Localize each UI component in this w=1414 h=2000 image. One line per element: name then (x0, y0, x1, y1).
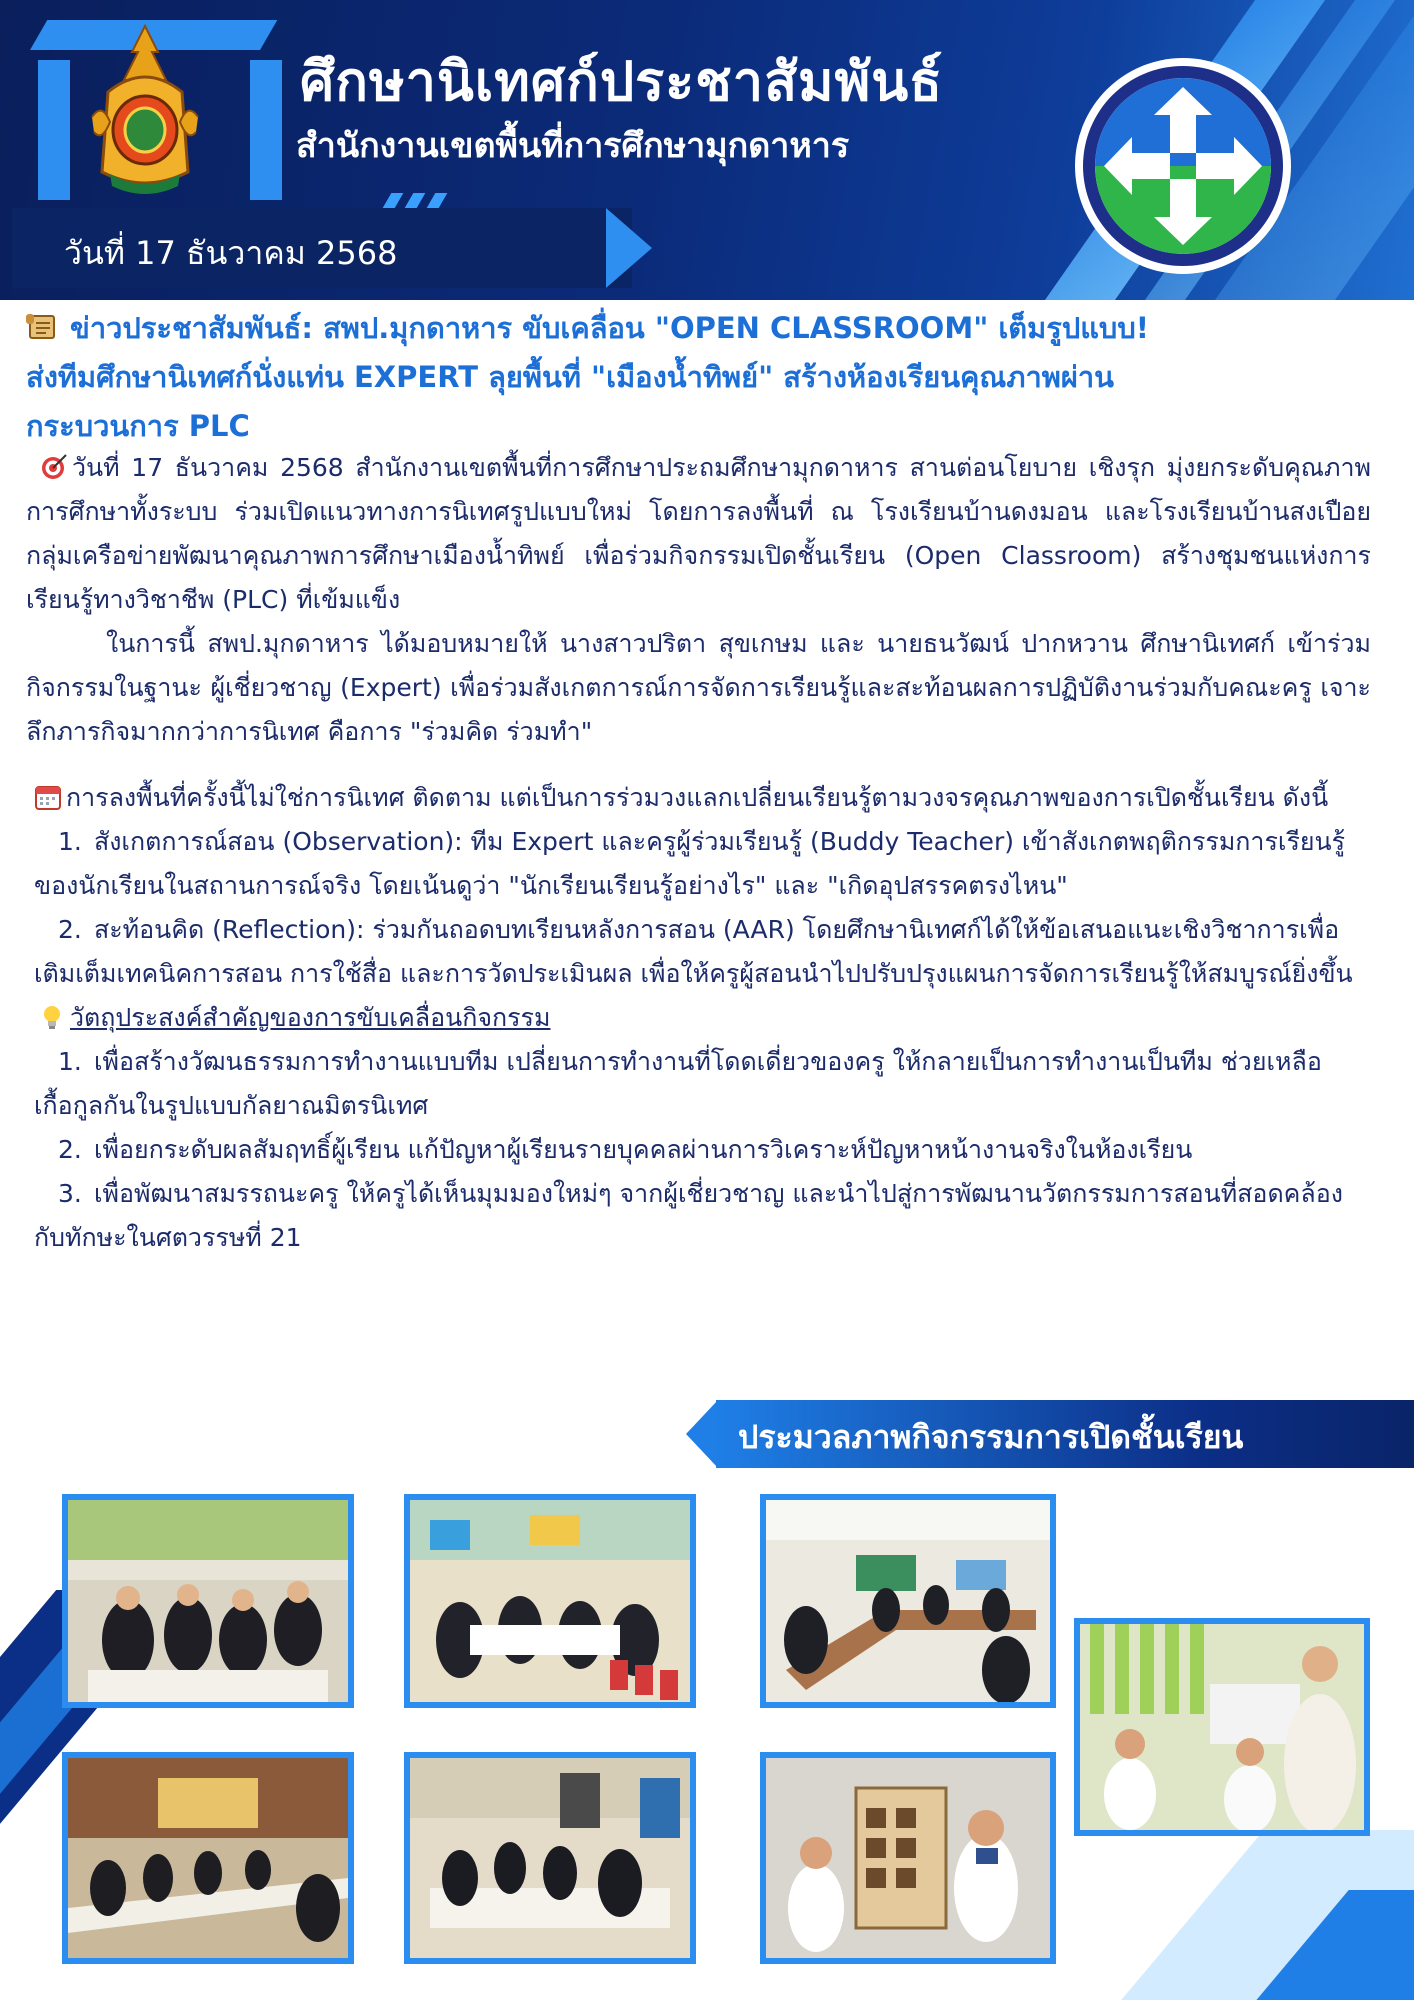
objective-text: เพื่อยกระดับผลสัมฤทธิ์ผู้เรียน แก้ปัญหาผู้เรียนรายบุคคลผ่านการวิเคราะห์ปัญหาหน้างานจริงในห้องเรียน (93, 1135, 1193, 1164)
list-item: 2. สะท้อนคิด (Reflection): ร่วมกันถอดบทเรียนหลังการสอน (AAR) โดยศึกษานิเทศก์ได้ให้ข้อเสนอแนะเชิงวิชาการเพื่อเติมเต็มเทคนิคการสอน การใช้สื่อ และการวัดประเมินผล เพื่อให้ครูผู้สอนนำไปปรับปรุงแผนการจัดการเรียนรู้ให้สมบูรณ์ยิ่งขึ้น (34, 915, 1353, 988)
objective-text: เพื่อพัฒนาสมรรถนะครู ให้ครูได้เห็นมุมมองใหม่ๆ จากผู้เชี่ยวชาญ และนำไปสู่การพัฒนานวัตกรรมการสอนที่สอดคล้องกับทักษะในศตวรรษที่ 21 (34, 1179, 1343, 1252)
header-banner (0, 0, 1414, 300)
date-text: วันที่ 17 ธันวาคม 2568 (64, 234, 398, 272)
supervision-arrows-logo-icon (1072, 55, 1294, 277)
lightbulb-icon (38, 1003, 66, 1031)
paragraph-intro-text: วันที่ 17 ธันวาคม 2568 สำนักงานเขตพื้นที่การศึกษาประถมศึกษามุกดาหาร สานต่อนโยบาย เชิงรุก มุ่งยกระดับคุณภาพการศึกษาทั้งระบบ ร่วมเปิดแนวทางการนิเทศรูปแบบใหม่ โดยการลงพื้นที่ ณ โรงเรียนบ้านดงมอน และโรงเรียนบ้านสงเปือย กลุ่มเครือข่ายพัฒนาคุณภาพการศึกษาเมืองน้ำทิพย์ เพื่อร่วมกิจกรรมเปิดชั้นเรียน (Open Classroom) สร้างชุมชนแห่งการเรียนรู้ทางวิชาชีพ (PLC) ที่เข้มแข็ง (26, 453, 1371, 614)
gallery-title: ประมวลภาพกิจกรรมการเปิดชั้นเรียน (738, 1418, 1244, 1456)
step-reflection-text: สะท้อนคิด (Reflection): ร่วมกันถอดบทเรียนหลังการสอน (AAR) โดยศึกษานิเทศก์ได้ให้ข้อเสนอแนะเชิงวิชาการเพื่อเติมเต็มเทคนิคการสอน การใช้สื่อ และการวัดประเมินผล เพื่อให้ครูผู้สอนนำไปปรับปรุงแผนการจัดการเรียนรู้ให้สมบูรณ์ยิ่งขึ้น (34, 915, 1353, 988)
list-item: 3. เพื่อพัฒนาสมรรถนะครู ให้ครูได้เห็นมุมมองใหม่ๆ จากผู้เชี่ยวชาญ และนำไปสู่การพัฒนานวัตกรรมการสอนที่สอดคล้องกับทักษะในศตวรรษที่ 21 (34, 1179, 1343, 1252)
headline (26, 304, 1396, 451)
list-item: 2. เพื่อยกระดับผลสัมฤทธิ์ผู้เรียน แก้ปัญหาผู้เรียนรายบุคคลผ่านการวิเคราะห์ปัญหาหน้างานจริงในห้องเรียน (58, 1135, 1193, 1164)
headline-line-3: กระบวนการ PLC (26, 409, 250, 443)
photo-meeting-table-1 (62, 1494, 354, 1708)
gallery-banner (686, 1400, 1414, 1468)
calendar-icon (34, 783, 62, 811)
step-observation-text: สังเกตการณ์สอน (Observation): ทีม Expert และครูผู้ร่วมเรียนรู้ (Buddy Teacher) เข้าสังเกตพฤติกรรมการเรียนรู้ของนักเรียนในสถานการณ์จริง โดยเน้นดูว่า "นักเรียนเรียนรู้อย่างไร" และ "เกิดอุปสรรคตรงไหน" (34, 827, 1346, 900)
headline-line-2: ส่งทีมศึกษานิเทศก์นั่งแท่น EXPERT ลุยพื้นที่ "เมืองน้ำทิพย์" สร้างห้องเรียนคุณภาพผ่าน (26, 360, 1114, 394)
photo-meeting-room-u-table (760, 1494, 1056, 1708)
target-icon (40, 453, 68, 481)
list-item: 1. สังเกตการณ์สอน (Observation): ทีม Expert และครูผู้ร่วมเรียนรู้ (Buddy Teacher) เข้าสังเกตพฤติกรรมการเรียนรู้ของนักเรียนในสถานการณ์จริง โดยเน้นดูว่า "นักเรียนเรียนรู้อย่างไร" และ "เกิดอุปสรรคตรงไหน" (34, 827, 1346, 900)
page-subtitle: สำนักงานเขตพื้นที่การศึกษามุกดาหาร (296, 126, 850, 166)
photo-students-presentation (760, 1752, 1056, 1964)
article-body (26, 446, 1371, 1260)
paragraph-process (26, 776, 1371, 820)
photo-meeting-long-table (62, 1752, 354, 1964)
page-title: ศึกษานิเทศก์ประชาสัมพันธ์ (300, 50, 944, 113)
objective-text: เพื่อสร้างวัฒนธรรมการทำงานแบบทีม เปลี่ยนการทำงานที่โดดเดี่ยวของครู ให้กลายเป็นการทำงานเป็นทีม ช่วยเหลือเกื้อกูลกันในรูปแบบกัลยาณมิตรนิเทศ (34, 1047, 1322, 1120)
photo-teacher-with-students (1074, 1618, 1370, 1836)
scroll-icon (26, 312, 60, 342)
paragraph-process-text: การลงพื้นที่ครั้งนี้ไม่ใช่การนิเทศ ติดตาม แต่เป็นการร่วมวงแลกเปลี่ยนเรียนรู้ตามวงจรคุณภาพของการเปิดชั้นเรียน ดังนี้ (66, 783, 1329, 812)
objectives-heading-text: วัตถุประสงค์สำคัญของการขับเคลื่อนกิจกรรม (70, 1003, 551, 1032)
objectives-heading (26, 996, 1371, 1040)
list-item: 1. เพื่อสร้างวัฒนธรรมการทำงานแบบทีม เปลี่ยนการทำงานที่โดดเดี่ยวของครู ให้กลายเป็นการทำงานเป็นทีม ช่วยเหลือเกื้อกูลกันในรูปแบบกัลยาณมิตรนิเทศ (34, 1047, 1322, 1120)
paragraph-intro (26, 446, 1371, 622)
paragraph-assignment: ในการนี้ สพป.มุกดาหาร ได้มอบหมายให้ นางสาวปริตา สุขเกษม และ นายธนวัฒน์ ปากหวาน ศึกษานิเทศก์ เข้าร่วมกิจกรรมในฐานะ ผู้เชี่ยวชาญ (Expert) เพื่อร่วมสังเกตการณ์การจัดการเรียนรู้และสะท้อนผลการปฏิบัติงานร่วมกับคณะครู เจาะลึกภารกิจมากกว่าการนิเทศ คือการ "ร่วมคิด ร่วมทำ" (26, 629, 1371, 746)
date-arrow (606, 208, 652, 288)
photo-classroom-observation (404, 1494, 696, 1708)
photo-office-meeting (404, 1752, 696, 1964)
headline-line-1: ข่าวประชาสัมพันธ์: สพป.มุกดาหาร ขับเคลื่อน "OPEN CLASSROOM" เต็มรูปแบบ! (70, 311, 1149, 345)
obec-emblem-icon (80, 22, 210, 197)
